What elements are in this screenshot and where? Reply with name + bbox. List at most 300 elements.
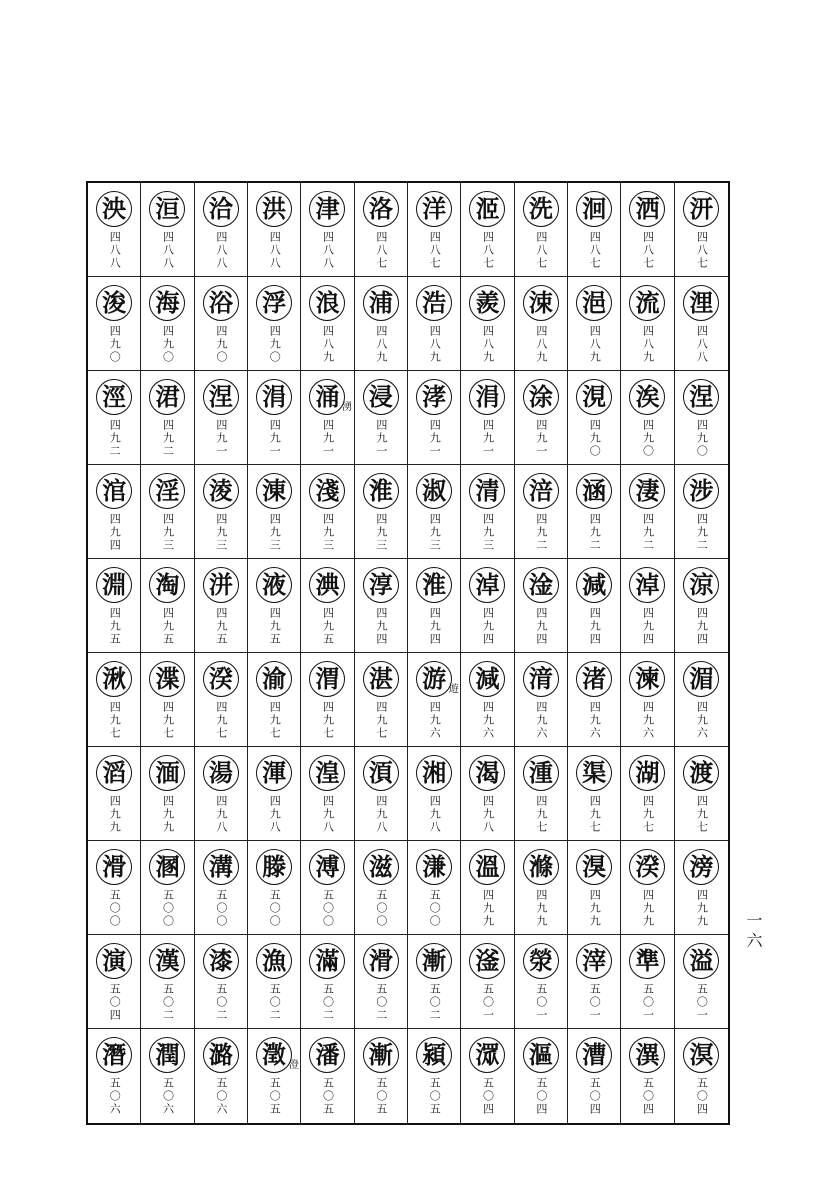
seal-character: 渾 xyxy=(256,755,292,791)
page-reference: 四九七 xyxy=(695,795,709,834)
index-entry xyxy=(195,465,248,559)
page-reference: 五〇一 xyxy=(534,983,548,1022)
page-reference: 四九四 xyxy=(374,607,388,646)
seal-character: 潀 xyxy=(469,1037,505,1073)
seal-character: 渚 xyxy=(576,661,612,697)
page-reference: 四八九 xyxy=(428,325,442,364)
page-reference: 四九四 xyxy=(641,607,655,646)
index-entry xyxy=(88,371,141,465)
page-reference: 四九五 xyxy=(108,607,122,646)
index-entry xyxy=(248,747,301,841)
seal-character: 溷 xyxy=(149,849,185,885)
seal-character: 溫 xyxy=(469,849,505,885)
seal-character: 津 xyxy=(309,191,345,227)
page-reference: 四九二 xyxy=(161,419,175,458)
seal-character: 湯 xyxy=(203,755,239,791)
page-reference: 五〇二 xyxy=(321,983,335,1022)
index-entry xyxy=(141,653,194,747)
index-entry xyxy=(568,935,621,1029)
index-entry xyxy=(568,841,621,935)
seal-character: 涉 xyxy=(683,473,719,509)
character-index-table xyxy=(86,181,730,1125)
page-reference: 四九四 xyxy=(588,607,602,646)
seal-character: 洪 xyxy=(256,191,292,227)
index-entry xyxy=(248,559,301,653)
page-reference: 四九〇 xyxy=(161,325,175,364)
index-entry xyxy=(195,559,248,653)
page-reference: 四九二 xyxy=(534,513,548,552)
page-reference: 四九八 xyxy=(374,795,388,834)
page-reference: 四九三 xyxy=(161,513,175,552)
seal-character: 渭 xyxy=(309,661,345,697)
index-entry xyxy=(568,1029,621,1123)
seal-character: 浪 xyxy=(309,285,345,321)
seal-character: 涅 xyxy=(683,379,719,415)
page-reference: 五〇二 xyxy=(374,983,388,1022)
index-entry xyxy=(675,747,728,841)
seal-character: 洄 xyxy=(576,191,612,227)
seal-character: 湄 xyxy=(683,661,719,697)
index-entry xyxy=(461,277,514,371)
page-reference: 四八九 xyxy=(321,325,335,364)
page-reference: 四九一 xyxy=(481,419,495,458)
seal-character: 淳 xyxy=(363,567,399,603)
index-entry xyxy=(195,1029,248,1123)
page-reference: 四九〇 xyxy=(268,325,282,364)
seal-character: 滿 xyxy=(309,943,345,979)
seal-character: 湖 xyxy=(629,755,665,791)
seal-character: 滕 xyxy=(256,849,292,885)
seal-character: 湘 xyxy=(416,755,452,791)
seal-character: 渴 xyxy=(469,755,505,791)
index-entry xyxy=(355,747,408,841)
index-entry xyxy=(141,935,194,1029)
index-entry xyxy=(248,183,301,277)
index-entry xyxy=(515,935,568,1029)
index-entry xyxy=(621,371,674,465)
seal-character: 滑 xyxy=(96,849,132,885)
seal-character: 潞 xyxy=(203,1037,239,1073)
index-entry xyxy=(621,841,674,935)
seal-character: 滑 xyxy=(363,943,399,979)
seal-character: 淖 xyxy=(629,567,665,603)
seal-character: 淒 xyxy=(629,473,665,509)
page-reference: 四九七 xyxy=(534,795,548,834)
index-entry xyxy=(675,277,728,371)
seal-character: 湫 xyxy=(96,661,132,697)
page-reference: 五〇一 xyxy=(641,983,655,1022)
page-reference: 五〇二 xyxy=(161,983,175,1022)
page-reference: 四八八 xyxy=(268,231,282,270)
seal-character: 汧 xyxy=(683,191,719,227)
index-entry xyxy=(195,183,248,277)
page-reference: 四八九 xyxy=(588,325,602,364)
seal-character: 潁 xyxy=(416,1037,452,1073)
index-entry xyxy=(88,183,141,277)
index-entry xyxy=(301,465,354,559)
page-reference: 四八七 xyxy=(428,231,442,270)
seal-character: 溟 xyxy=(683,1037,719,1073)
index-entry xyxy=(461,183,514,277)
index-entry xyxy=(301,277,354,371)
index-entry xyxy=(461,465,514,559)
index-entry xyxy=(88,653,141,747)
seal-character: 淦 xyxy=(523,567,559,603)
index-entry xyxy=(141,183,194,277)
seal-character: 湏 xyxy=(363,755,399,791)
seal-character: 漚 xyxy=(523,1037,559,1073)
page-reference: 五〇四 xyxy=(534,1077,548,1116)
index-entry xyxy=(515,653,568,747)
seal-character: 涅 xyxy=(203,379,239,415)
page-reference: 四八七 xyxy=(641,231,655,270)
seal-character: 浥 xyxy=(576,285,612,321)
page-reference: 四九六 xyxy=(641,701,655,740)
seal-character: 涂 xyxy=(523,379,559,415)
seal-character: 流 xyxy=(629,285,665,321)
page-reference: 四九〇 xyxy=(108,325,122,364)
seal-character: 渝 xyxy=(256,661,292,697)
seal-character: 渠 xyxy=(576,755,612,791)
seal-character: 淩 xyxy=(203,473,239,509)
seal-character: 涇 xyxy=(96,379,132,415)
page-reference: 四九一 xyxy=(534,419,548,458)
page-reference: 四九〇 xyxy=(695,419,709,458)
index-entry xyxy=(301,653,354,747)
seal-character: 漁 xyxy=(256,943,292,979)
index-entry xyxy=(408,559,461,653)
index-entry xyxy=(408,371,461,465)
page-reference: 四九七 xyxy=(374,701,388,740)
seal-character: 洛 xyxy=(363,191,399,227)
seal-character: 涓 xyxy=(256,379,292,415)
seal-character: 浚 xyxy=(96,285,132,321)
index-entry xyxy=(568,653,621,747)
page-reference: 四九六 xyxy=(695,701,709,740)
page-reference: 四九四 xyxy=(428,607,442,646)
page-reference: 五〇六 xyxy=(108,1077,122,1116)
seal-character: 漕 xyxy=(576,1037,612,1073)
page-reference: 五〇四 xyxy=(481,1077,495,1116)
index-entry xyxy=(568,559,621,653)
seal-character: 溝 xyxy=(203,849,239,885)
page-reference: 五〇〇 xyxy=(161,889,175,928)
page-reference: 五〇〇 xyxy=(108,889,122,928)
seal-character: 淮 xyxy=(363,473,399,509)
page-reference: 四九八 xyxy=(321,795,335,834)
page-reference: 四九九 xyxy=(641,889,655,928)
index-entry xyxy=(568,465,621,559)
seal-character: 潩 xyxy=(629,1037,665,1073)
index-entry xyxy=(621,559,674,653)
index-entry xyxy=(88,747,141,841)
index-entry xyxy=(621,465,674,559)
page-reference: 四九三 xyxy=(428,513,442,552)
page-reference: 四九一 xyxy=(428,419,442,458)
page-reference: 四九七 xyxy=(214,701,228,740)
seal-character: 滓 xyxy=(576,943,612,979)
index-entry xyxy=(141,559,194,653)
seal-character: 湅 xyxy=(629,661,665,697)
seal-character: 涓 xyxy=(469,379,505,415)
seal-character: 浬 xyxy=(683,285,719,321)
page-reference: 四九一 xyxy=(268,419,282,458)
seal-character: 溥 xyxy=(309,849,345,885)
index-entry xyxy=(195,935,248,1029)
index-entry xyxy=(301,747,354,841)
page-reference: 五〇〇 xyxy=(374,889,388,928)
seal-character: 浮 xyxy=(256,285,292,321)
page-reference: 四九四 xyxy=(481,607,495,646)
index-entry xyxy=(301,841,354,935)
seal-character: 漆 xyxy=(203,943,239,979)
seal-character: 泱 xyxy=(96,191,132,227)
page-reference: 四九八 xyxy=(428,795,442,834)
index-entry xyxy=(355,841,408,935)
page-reference: 五〇四 xyxy=(108,983,122,1022)
seal-character: 湨 xyxy=(576,849,612,885)
index-entry xyxy=(408,1029,461,1123)
page-reference: 四九四 xyxy=(534,607,548,646)
index-entry xyxy=(461,653,514,747)
seal-character: 湀 xyxy=(629,849,665,885)
page-reference: 四九三 xyxy=(374,513,388,552)
index-entry xyxy=(408,653,461,747)
index-entry xyxy=(408,465,461,559)
page-reference: 五〇二 xyxy=(268,983,282,1022)
variant-note: 湧 xyxy=(339,401,351,411)
page-reference: 四八九 xyxy=(534,325,548,364)
seal-character: 滋 xyxy=(363,849,399,885)
page-reference: 四九八 xyxy=(214,795,228,834)
page-reference: 四八七 xyxy=(481,231,495,270)
page-reference: 五〇一 xyxy=(481,983,495,1022)
page-reference: 四九九 xyxy=(695,889,709,928)
index-entry xyxy=(675,371,728,465)
page-reference: 四九〇 xyxy=(214,325,228,364)
seal-character: 準 xyxy=(629,943,665,979)
seal-character: 浴 xyxy=(203,285,239,321)
index-entry xyxy=(88,935,141,1029)
seal-character: 湛 xyxy=(363,661,399,697)
page-reference: 四九九 xyxy=(161,795,175,834)
seal-character: 涼 xyxy=(683,567,719,603)
seal-character: 溢 xyxy=(683,943,719,979)
index-entry xyxy=(621,183,674,277)
seal-character: 滌 xyxy=(523,849,559,885)
page-reference: 四九二 xyxy=(588,513,602,552)
index-entry xyxy=(88,465,141,559)
page-number: 一六 xyxy=(744,912,763,952)
page-reference: 五〇六 xyxy=(161,1077,175,1116)
page-reference: 五〇一 xyxy=(588,983,602,1022)
page-reference: 四九三 xyxy=(321,513,335,552)
index-entry xyxy=(141,747,194,841)
page-reference: 四九六 xyxy=(588,701,602,740)
index-entry xyxy=(248,465,301,559)
index-entry xyxy=(621,1029,674,1123)
index-entry xyxy=(621,747,674,841)
index-entry xyxy=(301,559,354,653)
page-reference: 五〇〇 xyxy=(214,889,228,928)
index-entry xyxy=(355,559,408,653)
page-reference: 四八八 xyxy=(214,231,228,270)
index-entry xyxy=(675,841,728,935)
index-entry xyxy=(461,1029,514,1123)
seal-character: 淮 xyxy=(416,567,452,603)
seal-character: 減 xyxy=(576,567,612,603)
index-entry xyxy=(515,841,568,935)
page-reference: 五〇一 xyxy=(695,983,709,1022)
page-reference: 四八七 xyxy=(534,231,548,270)
index-entry xyxy=(88,1029,141,1123)
page-reference: 四九七 xyxy=(108,701,122,740)
index-entry xyxy=(248,1029,301,1123)
page-reference: 四九九 xyxy=(534,889,548,928)
seal-character: 淫 xyxy=(149,473,185,509)
page-reference: 四九五 xyxy=(161,607,175,646)
seal-character: 液 xyxy=(256,567,292,603)
seal-character: 渫 xyxy=(149,661,185,697)
index-entry xyxy=(248,371,301,465)
page-reference: 四九三 xyxy=(481,513,495,552)
page-reference: 四九一 xyxy=(321,419,335,458)
seal-character: 滂 xyxy=(683,849,719,885)
page-reference: 四九三 xyxy=(214,513,228,552)
page-reference: 四九九 xyxy=(108,795,122,834)
index-entry xyxy=(355,371,408,465)
seal-character: 涍 xyxy=(416,379,452,415)
seal-character: 湩 xyxy=(523,755,559,791)
index-entry xyxy=(515,1029,568,1123)
page-reference: 四九七 xyxy=(321,701,335,740)
index-entry xyxy=(675,559,728,653)
page-reference: 四九〇 xyxy=(588,419,602,458)
seal-character: 滏 xyxy=(469,943,505,979)
seal-character: 涫 xyxy=(96,473,132,509)
seal-character: 涀 xyxy=(576,379,612,415)
index-entry xyxy=(88,277,141,371)
seal-character: 洋 xyxy=(416,191,452,227)
index-entry xyxy=(675,1029,728,1123)
index-entry xyxy=(248,277,301,371)
index-entry xyxy=(515,183,568,277)
page-reference: 四八七 xyxy=(588,231,602,270)
page-reference: 四九九 xyxy=(481,889,495,928)
page-reference: 五〇二 xyxy=(214,983,228,1022)
seal-character: 淺 xyxy=(309,473,345,509)
seal-character: 涵 xyxy=(576,473,612,509)
page-reference: 四九一 xyxy=(374,419,388,458)
index-entry xyxy=(195,747,248,841)
index-entry xyxy=(141,841,194,935)
seal-character: 淘 xyxy=(149,567,185,603)
index-entry xyxy=(141,371,194,465)
seal-character: 潘 xyxy=(309,1037,345,1073)
page-reference: 四九四 xyxy=(108,513,122,552)
index-entry xyxy=(675,183,728,277)
index-entry xyxy=(408,277,461,371)
index-entry xyxy=(515,277,568,371)
seal-character: 湟 xyxy=(309,755,345,791)
page-reference: 四九五 xyxy=(321,607,335,646)
page-reference: 四九二 xyxy=(695,513,709,552)
page-reference: 五〇四 xyxy=(641,1077,655,1116)
page-reference: 四八八 xyxy=(695,325,709,364)
index-entry xyxy=(461,841,514,935)
page-reference: 四八七 xyxy=(695,231,709,270)
index-entry xyxy=(408,841,461,935)
index-entry xyxy=(88,841,141,935)
seal-character: 滔 xyxy=(96,755,132,791)
page-reference: 四九七 xyxy=(161,701,175,740)
seal-character: 涒 xyxy=(149,379,185,415)
seal-character: 湀 xyxy=(203,661,239,697)
seal-character: 浦 xyxy=(363,285,399,321)
index-entry xyxy=(461,559,514,653)
index-entry xyxy=(621,277,674,371)
index-entry xyxy=(515,371,568,465)
index-entry xyxy=(568,747,621,841)
index-entry xyxy=(141,277,194,371)
index-entry xyxy=(301,183,354,277)
seal-character: 涌 xyxy=(309,379,345,415)
seal-character: 洹 xyxy=(149,191,185,227)
page-reference: 四九五 xyxy=(214,607,228,646)
seal-character: 漢 xyxy=(149,943,185,979)
seal-character: 洗 xyxy=(523,191,559,227)
variant-note: 澄 xyxy=(286,1059,298,1069)
seal-character: 涪 xyxy=(523,473,559,509)
index-entry xyxy=(355,653,408,747)
index-entry xyxy=(675,653,728,747)
index-entry xyxy=(141,1029,194,1123)
page-reference: 五〇〇 xyxy=(428,889,442,928)
index-entry xyxy=(515,465,568,559)
seal-character: 演 xyxy=(96,943,132,979)
page-reference: 五〇四 xyxy=(695,1077,709,1116)
seal-character: 涷 xyxy=(256,473,292,509)
seal-character: 淖 xyxy=(469,567,505,603)
index-entry xyxy=(515,747,568,841)
index-entry xyxy=(408,183,461,277)
index-entry xyxy=(355,277,408,371)
seal-character: 溓 xyxy=(416,849,452,885)
index-entry xyxy=(88,559,141,653)
index-entry xyxy=(195,371,248,465)
page-reference: 四九七 xyxy=(641,795,655,834)
seal-character: 漸 xyxy=(416,943,452,979)
page-reference: 四八八 xyxy=(321,231,335,270)
index-entry xyxy=(355,183,408,277)
index-entry xyxy=(515,559,568,653)
index-entry xyxy=(355,1029,408,1123)
index-entry xyxy=(621,935,674,1029)
seal-character: 浩 xyxy=(416,285,452,321)
page-reference: 四九四 xyxy=(695,607,709,646)
index-entry xyxy=(195,841,248,935)
index-entry xyxy=(675,465,728,559)
page-reference: 四八九 xyxy=(641,325,655,364)
page-reference: 四九六 xyxy=(481,701,495,740)
page-reference: 五〇五 xyxy=(428,1077,442,1116)
index-entry xyxy=(408,747,461,841)
seal-character: 涑 xyxy=(523,285,559,321)
seal-character: 渡 xyxy=(683,755,719,791)
seal-character: 羨 xyxy=(469,285,505,321)
seal-character: 淑 xyxy=(416,473,452,509)
page-reference: 四九〇 xyxy=(641,419,655,458)
